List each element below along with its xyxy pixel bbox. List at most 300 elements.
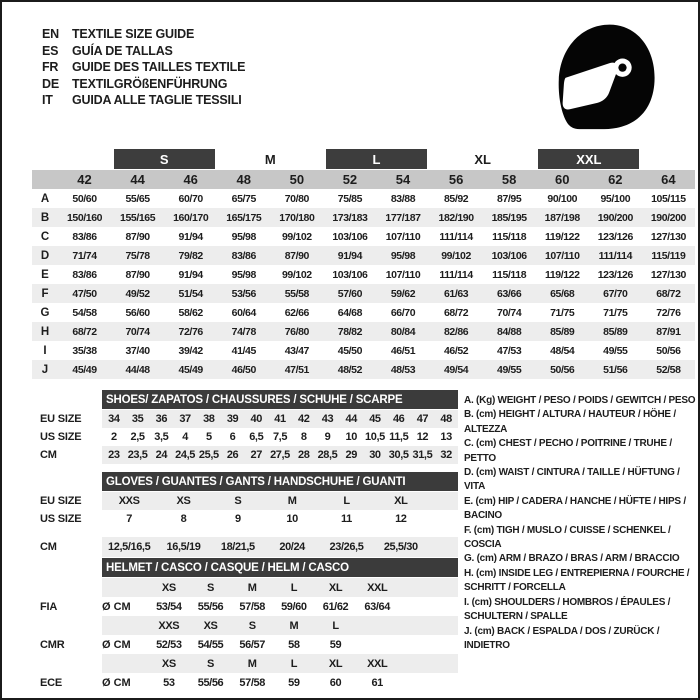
language-code: ES <box>42 43 59 58</box>
size-group-label: XL <box>474 151 491 167</box>
language-item <box>42 76 245 93</box>
value-cell: 103/106 <box>332 230 368 243</box>
value-cell: 170/180 <box>279 211 315 224</box>
value-cell: 8 <box>180 513 187 525</box>
helmet-cert-label: FIA <box>40 600 58 613</box>
value-cell: 50/60 <box>72 192 97 205</box>
value-cell: 95/100 <box>600 192 631 205</box>
row-values <box>102 492 458 510</box>
size-cell: XXL <box>367 657 388 670</box>
row-values <box>102 616 458 635</box>
value-cell: 190/200 <box>650 211 686 224</box>
value-cell: 39/42 <box>178 344 203 357</box>
value-cell: 60 <box>329 676 342 689</box>
language-item <box>42 26 245 43</box>
row-label: CM <box>40 449 57 461</box>
language-text: GUIDE DES TAILLES TEXTILE <box>72 60 246 74</box>
value-cell: 111/114 <box>439 268 473 281</box>
row-values <box>102 597 458 616</box>
value-cell: 76/80 <box>284 325 309 338</box>
value-cell: 46/51 <box>390 344 416 357</box>
language-text: GUÍA DE TALLAS <box>72 43 173 58</box>
row-label: US SIZE <box>40 431 82 443</box>
main-size-table <box>32 149 695 379</box>
value-cell: 55/65 <box>125 192 150 205</box>
value-cell: 155/165 <box>120 211 156 224</box>
row-values <box>102 654 458 673</box>
row-values <box>102 635 458 654</box>
measure-row <box>32 189 695 208</box>
size-cell: XL <box>328 657 343 670</box>
shoes-title-bar: SHOES/ ZAPATOS / CHAUSSURES / SCHUHE / SCARPE <box>102 390 458 409</box>
shoes-row <box>40 428 458 446</box>
row-values <box>102 537 458 557</box>
size-group-label <box>644 149 695 169</box>
value-cell: 24 <box>155 449 168 461</box>
value-cell: 65/68 <box>550 287 575 300</box>
value-cell: 49/55 <box>603 344 628 357</box>
value-cell: 61 <box>371 676 383 689</box>
helmet-value-row <box>40 597 458 616</box>
row-letter: I <box>43 344 47 357</box>
legend-item: B. (cm) HEIGHT / ALTURA / HAUTEUR / HÖHE / ALTEZZA <box>464 409 676 435</box>
row-label: EU SIZE <box>40 495 82 507</box>
value-cell: 103/106 <box>332 268 368 281</box>
value-cell: 43/47 <box>284 344 309 357</box>
measurement-legend <box>464 394 700 653</box>
value-cell: 60/64 <box>231 306 256 319</box>
size-cell: XS <box>161 657 176 670</box>
value-cell: 50/56 <box>656 344 681 357</box>
value-cell: 5 <box>205 431 212 443</box>
value-cell: 40 <box>250 413 262 425</box>
value-cell: XL <box>394 495 408 507</box>
size-group-label: XXL <box>538 149 639 169</box>
legend-item: I. (cm) SHOULDERS / HOMBROS / ÉPAULES / SCHULTERN / SPALLE <box>464 596 671 623</box>
value-cell: 123/126 <box>597 268 633 281</box>
value-cell: 43 <box>321 413 334 425</box>
size-cell: XS <box>161 581 176 594</box>
value-cell: 54/55 <box>197 638 224 651</box>
measure-row <box>32 227 695 246</box>
value-cell: 51/54 <box>178 287 203 300</box>
size-cell: 44 <box>130 172 145 187</box>
size-cell: 64 <box>661 172 676 187</box>
row-label: EU SIZE <box>40 413 82 425</box>
size-cell: 56 <box>448 172 464 187</box>
size-cell: S <box>207 657 214 670</box>
language-text: TEXTILGRÖßENFÜHRUNG <box>72 76 228 91</box>
value-cell: 12,5/16,5 <box>108 541 151 553</box>
value-cell: 83/86 <box>231 249 256 262</box>
value-cell: 99/102 <box>281 268 312 281</box>
value-cell: 62/66 <box>284 306 309 319</box>
row-values <box>102 578 458 597</box>
value-cell: M <box>287 495 297 507</box>
row-letter: C <box>40 230 50 243</box>
helmet-table <box>40 558 458 692</box>
value-cell: 107/110 <box>385 268 421 281</box>
value-cell: 70/74 <box>497 306 522 319</box>
legend-item: J. (cm) BACK / ESPALDA / DOS / ZURÜCK / INDIETRO <box>464 625 660 651</box>
gloves-row <box>40 492 458 510</box>
value-cell: 95/98 <box>231 268 256 281</box>
value-cell: 3,5 <box>154 431 169 443</box>
value-cell: 44 <box>345 413 357 425</box>
shoes-row <box>40 446 458 464</box>
value-cell: 68/72 <box>72 325 97 338</box>
value-cell: 111/114 <box>439 230 473 243</box>
value-cell: 27 <box>250 449 262 461</box>
value-cell: 127/130 <box>650 268 686 281</box>
helmet-size-row <box>40 616 458 635</box>
row-letter: E <box>41 268 49 281</box>
value-cell: 107/110 <box>385 230 421 243</box>
helmet-cert-label: CMR <box>40 638 65 651</box>
value-cell: 55/56 <box>197 600 224 613</box>
size-group-label: L <box>326 149 427 169</box>
value-cell: 47/50 <box>72 287 97 300</box>
size-cell: L <box>290 581 298 594</box>
value-cell: 34 <box>108 413 120 425</box>
value-cell: 68/72 <box>656 287 681 300</box>
value-cell: 30,5 <box>388 449 409 461</box>
value-cell: 95/98 <box>390 249 416 262</box>
size-cell: XXS <box>158 619 180 632</box>
measure-row <box>32 341 695 360</box>
gloves-row <box>40 510 458 528</box>
value-cell: 65/75 <box>231 192 256 205</box>
value-cell: 63/66 <box>497 287 522 300</box>
language-code: IT <box>42 93 53 107</box>
row-letter: A <box>40 192 50 205</box>
value-cell: 63/64 <box>364 600 390 613</box>
size-cell: M <box>247 581 257 594</box>
helmet-title-bar: HELMET / CASCO / CASQUE / HELM / CASCO <box>102 558 458 577</box>
legend-item: D. (cm) WAIST / CINTURA / TAILLE / HÜFTUNG / VITA <box>464 467 680 493</box>
value-cell: 87/95 <box>497 192 522 205</box>
value-cell: 49/52 <box>125 287 150 300</box>
helmet-title-row <box>40 558 458 577</box>
size-cell: 42 <box>77 172 92 187</box>
size-cell: M <box>289 619 299 632</box>
value-cell: 16,5/19 <box>166 541 201 553</box>
value-cell: 83/86 <box>72 268 97 281</box>
value-cell: 107/110 <box>544 249 580 262</box>
value-cell: 37 <box>179 413 191 425</box>
value-cell: 51/56 <box>603 363 628 376</box>
measure-row <box>32 322 695 341</box>
value-cell: 26 <box>226 449 239 461</box>
value-cell: 47/51 <box>284 363 309 376</box>
legend-item: C. (cm) CHEST / PECHO / POITRINE / TRUHE / PETTO <box>464 438 672 464</box>
helmet-value-row <box>40 673 458 692</box>
size-cell: XXL <box>367 581 388 594</box>
value-cell: 41/45 <box>231 344 256 357</box>
size-cell: 48 <box>236 172 251 187</box>
value-cell: 9 <box>324 431 331 443</box>
size-group-label: S <box>114 149 215 169</box>
value-cell: 72/76 <box>656 306 681 319</box>
measure-row <box>32 360 695 379</box>
value-cell: 46/50 <box>231 363 256 376</box>
value-cell: 47 <box>416 413 429 425</box>
value-cell: 20/24 <box>279 541 305 553</box>
value-cell: 41 <box>274 413 286 425</box>
row-letter: H <box>40 325 50 338</box>
row-values <box>102 510 458 528</box>
value-cell: 6 <box>229 431 236 443</box>
value-cell: 165/175 <box>226 211 262 224</box>
value-cell: 160/170 <box>173 211 209 224</box>
main-table-rows <box>32 189 695 379</box>
size-group-header <box>32 149 695 169</box>
value-cell: 48 <box>440 413 452 425</box>
value-cell: 58 <box>288 638 300 651</box>
value-cell: 70/80 <box>284 192 309 205</box>
value-cell: 64/68 <box>337 306 363 319</box>
value-cell: 10 <box>286 513 298 525</box>
language-item <box>42 43 245 60</box>
value-cell: 119/122 <box>544 230 580 243</box>
value-cell: 70/74 <box>125 325 150 338</box>
value-cell: 23,5 <box>127 449 148 461</box>
size-cell: M <box>247 657 257 670</box>
value-cell: 10,5 <box>365 431 385 443</box>
value-cell: 38 <box>203 413 215 425</box>
value-cell: 59 <box>288 676 300 689</box>
value-cell: 59/62 <box>390 287 416 300</box>
value-cell: 190/200 <box>597 211 633 224</box>
value-cell: 68/72 <box>443 306 469 319</box>
value-cell: 82/86 <box>443 325 469 338</box>
value-cell: 4 <box>182 431 188 443</box>
size-cell: 46 <box>183 172 198 187</box>
value-cell: 74/78 <box>231 325 256 338</box>
value-cell: 85/89 <box>550 325 575 338</box>
language-text: TEXTILE SIZE GUIDE <box>72 27 195 41</box>
row-label: CM <box>40 541 57 553</box>
value-cell: 84/88 <box>497 325 522 338</box>
value-cell: 35 <box>131 413 144 425</box>
value-cell: 10 <box>345 431 357 443</box>
value-cell: 53 <box>163 676 175 689</box>
value-cell: 59/60 <box>281 600 307 613</box>
value-cell: 111/114 <box>598 249 633 262</box>
row-letter: G <box>40 306 50 319</box>
unit-label: Ø CM <box>102 600 131 613</box>
value-cell: 52/53 <box>156 638 182 651</box>
size-group-label: M <box>264 151 276 167</box>
value-cell: 23 <box>108 449 120 461</box>
value-cell: 87/90 <box>125 268 150 281</box>
value-cell: 177/187 <box>385 211 421 224</box>
value-cell: 57/60 <box>337 287 363 300</box>
value-cell: 187/198 <box>544 211 580 224</box>
shoes-row <box>40 410 458 428</box>
helmet-size-row <box>40 654 458 673</box>
value-cell: 56/60 <box>125 306 150 319</box>
value-cell: 61/63 <box>443 287 469 300</box>
value-cell: 72/76 <box>178 325 203 338</box>
value-cell: 36 <box>155 413 168 425</box>
value-cell: 90/100 <box>547 192 578 205</box>
value-cell: 37/40 <box>125 344 150 357</box>
value-cell: 83/86 <box>72 230 97 243</box>
value-cell: 55/58 <box>284 287 309 300</box>
value-cell: 60/70 <box>178 192 203 205</box>
size-band <box>32 170 695 189</box>
value-cell: 29 <box>345 449 357 461</box>
legend-item: H. (cm) INSIDE LEG / ENTREPIERNA / FOURCHE / SCHRITT / FORCELLA <box>464 567 690 594</box>
shoes-title-row <box>40 390 458 409</box>
value-cell: 45/49 <box>72 363 97 376</box>
value-cell: 103/106 <box>491 249 527 262</box>
value-cell: 91/94 <box>178 230 203 243</box>
value-cell: 46 <box>392 413 405 425</box>
value-cell: 7,5 <box>272 431 288 443</box>
value-cell: 12 <box>395 513 407 525</box>
size-cell: XS <box>203 619 218 632</box>
language-code: EN <box>42 27 59 41</box>
value-cell: 99/102 <box>281 230 312 243</box>
row-label: US SIZE <box>40 513 82 525</box>
language-code: DE <box>42 76 59 91</box>
value-cell: 105/115 <box>651 192 686 205</box>
value-cell: 46/52 <box>443 344 469 357</box>
gloves-title-row <box>40 472 458 491</box>
value-cell: 11 <box>341 513 352 525</box>
value-cell: 48/52 <box>337 363 363 376</box>
value-cell: 6,5 <box>249 431 264 443</box>
value-cell: 185/195 <box>491 211 527 224</box>
racing-helmet-icon <box>550 20 662 130</box>
value-cell: 78/82 <box>337 325 363 338</box>
size-cell: 60 <box>555 172 570 187</box>
measure-row <box>32 246 695 265</box>
legend-item: E. (cm) HIP / CADERA / HANCHE / HÜFTE / HIPS / BACINO <box>464 495 686 522</box>
value-cell: 39 <box>226 413 239 425</box>
value-cell: 61/62 <box>322 600 349 613</box>
unit-label: Ø CM <box>102 676 131 689</box>
value-cell: 13 <box>440 431 452 443</box>
measure-row <box>32 208 695 227</box>
size-cell: 52 <box>342 172 358 187</box>
value-cell: 87/91 <box>656 325 681 338</box>
helmet-cert-label: ECE <box>40 676 63 689</box>
gloves-row <box>40 537 458 557</box>
row-letter: B <box>40 211 50 224</box>
value-cell: 50/56 <box>550 363 575 376</box>
value-cell: 67/70 <box>603 287 628 300</box>
value-cell: 71/74 <box>72 249 97 262</box>
language-item <box>42 92 245 109</box>
value-cell: 123/126 <box>597 230 633 243</box>
value-cell: 57/58 <box>239 676 265 689</box>
value-cell: 91/94 <box>178 268 203 281</box>
measure-row <box>32 284 695 303</box>
size-cell: 62 <box>608 172 623 187</box>
gloves-table <box>40 472 458 557</box>
value-cell: 28 <box>298 449 310 461</box>
value-cell: 119/122 <box>544 268 580 281</box>
value-cell: 18/21,5 <box>220 541 255 553</box>
value-cell: 57/58 <box>239 600 265 613</box>
language-item <box>42 59 245 76</box>
value-cell: 2 <box>111 431 117 443</box>
value-cell: 7 <box>126 513 133 525</box>
value-cell: 31,5 <box>412 449 433 461</box>
value-cell: 30 <box>369 449 381 461</box>
row-values <box>102 428 458 446</box>
shoes-rows <box>40 410 458 464</box>
value-cell: 150/160 <box>66 211 103 224</box>
unit-label: Ø CM <box>102 638 131 651</box>
language-text: GUIDA ALLE TAGLIE TESSILI <box>72 93 242 107</box>
value-cell: L <box>343 495 350 507</box>
value-cell: 79/82 <box>178 249 203 262</box>
value-cell: 56/57 <box>239 638 265 651</box>
size-group-label <box>58 149 109 169</box>
value-cell: 127/130 <box>650 230 686 243</box>
size-cell: L <box>290 657 298 670</box>
legend-item: A. (Kg) WEIGHT / PESO / POIDS / GEWITCH / PESO <box>464 395 696 406</box>
legend-item: G. (cm) ARM / BRAZO / BRAS / ARM / BRACCIO <box>464 553 680 565</box>
value-cell: 115/118 <box>492 230 527 243</box>
gloves-title-bar: GLOVES / GUANTES / GANTS / HANDSCHUHE / GUANTI <box>102 472 458 491</box>
value-cell: 115/118 <box>492 268 527 281</box>
value-cell: 2,5 <box>130 431 145 443</box>
shoes-table <box>40 390 458 464</box>
value-cell: XS <box>176 495 191 507</box>
value-cell: 25,5/30 <box>383 541 418 553</box>
value-cell: 80/84 <box>390 325 416 338</box>
value-cell: 49/54 <box>443 363 469 376</box>
helmet-size-row <box>40 578 458 597</box>
value-cell: 95/98 <box>231 230 256 243</box>
value-cell: 9 <box>234 513 241 525</box>
value-cell: 48/53 <box>390 363 416 376</box>
value-cell: 173/183 <box>332 211 368 224</box>
value-cell: 83/88 <box>390 192 416 205</box>
value-cell: 8 <box>300 431 307 443</box>
row-values <box>102 673 458 692</box>
row-letter: F <box>41 287 49 300</box>
language-code: FR <box>42 60 59 74</box>
helmet-rows <box>40 578 458 692</box>
value-cell: 28,5 <box>317 449 338 461</box>
measure-row <box>32 265 695 284</box>
value-cell: 35/38 <box>72 344 97 357</box>
size-cell: L <box>332 619 339 632</box>
value-cell: 71/75 <box>603 306 628 319</box>
value-cell: 87/90 <box>125 230 150 243</box>
row-values <box>102 446 458 464</box>
legend-item: F. (cm) TIGH / MUSLO / CUISSE / SCHENKEL / COSCIA <box>464 524 671 551</box>
value-cell: 75/78 <box>125 249 150 262</box>
row-letter: D <box>40 249 50 262</box>
value-cell: 23/26,5 <box>329 541 364 553</box>
value-cell: S <box>234 495 242 507</box>
value-cell: 32 <box>440 449 452 461</box>
value-cell: 49/55 <box>497 363 522 376</box>
value-cell: 45/49 <box>178 363 203 376</box>
measure-row <box>32 303 695 322</box>
row-values <box>102 410 458 428</box>
value-cell: 42 <box>298 413 310 425</box>
value-cell: 75/85 <box>337 192 363 205</box>
value-cell: 54/58 <box>72 306 97 319</box>
